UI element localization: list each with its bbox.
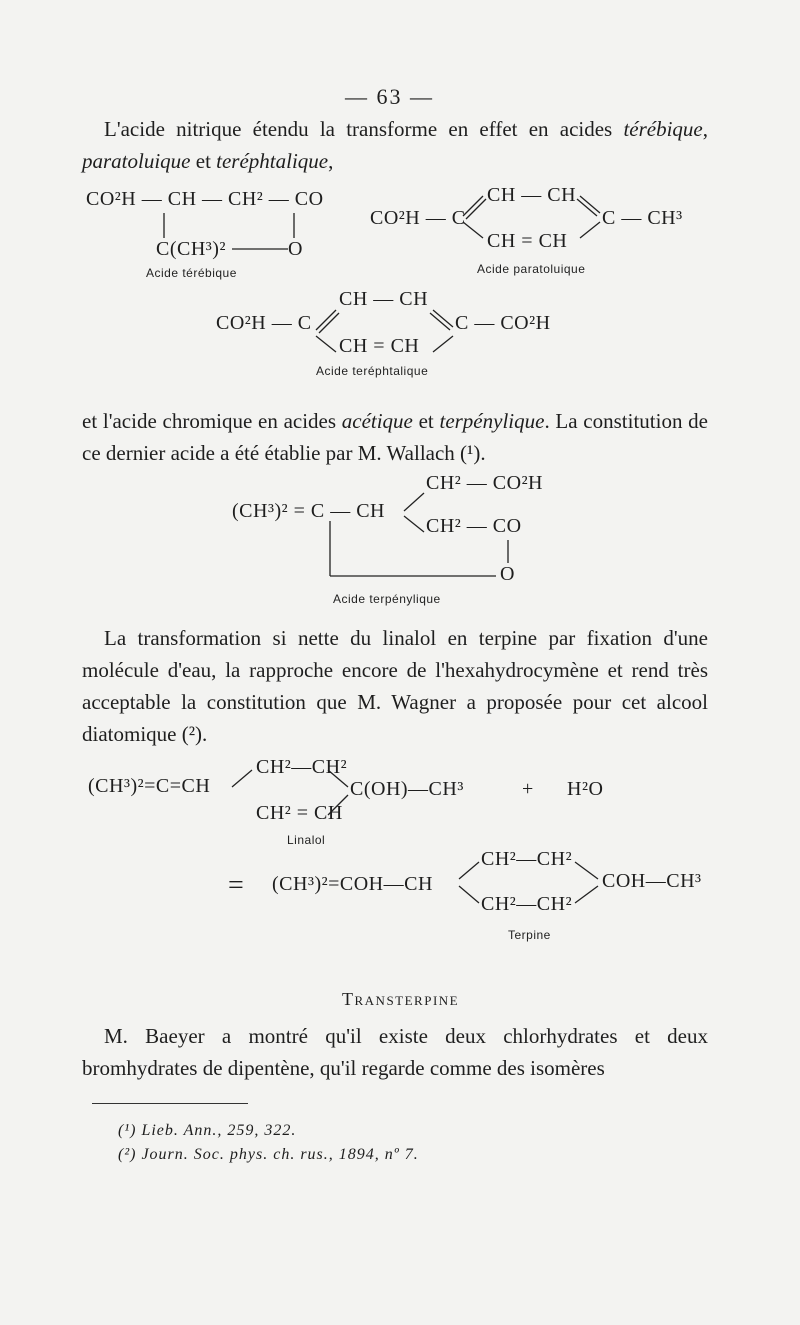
paragraph-baeyer: M. Baeyer a montré qu'il existe deux chlorhydrates et deux bromhydrates de dipentène, qu'il regarde comme des isomères xyxy=(82,1024,708,1080)
linalol-right: C(OH)—CH³ xyxy=(350,778,464,800)
linalol-water: H²O xyxy=(567,778,604,800)
linalol-bottom: CH² = CH xyxy=(256,802,343,824)
term-terebique: térébique xyxy=(623,117,703,141)
terpenylique-left: (CH³)² = C — CH xyxy=(232,500,385,522)
caption-paratoluique: Acide paratoluique xyxy=(477,262,586,276)
terpine-top: CH²—CH² xyxy=(481,848,573,870)
para2-text-1: et l'acide chromique en acides xyxy=(82,409,342,433)
paragraph-linalol: La transformation si nette du linalol en terpine par fixation d'une molécule d'eau, la rapproche encore de l'hexahydrocymène et rend très acceptable la constitution que M. Wagner a proposée pour cet alcool diatomique (²). xyxy=(82,626,708,746)
para1-text-1: L'acide nitrique étendu la transforme en effet en acides xyxy=(104,117,624,141)
footnote-1: (¹) Lieb. Ann., 259, 322. xyxy=(118,1122,297,1139)
terephtalique-left: CO²H — C xyxy=(216,312,312,334)
term-acetique: acétique xyxy=(341,409,413,433)
terpenylique-mid: CH² — CO xyxy=(426,515,522,537)
para1-text-3: et xyxy=(190,149,217,173)
terpine-left: (CH³)²=COH—CH xyxy=(272,873,433,895)
terpenylique-top: CH² — CO²H xyxy=(426,472,544,494)
linalol-left: (CH³)²=C=CH xyxy=(88,775,211,797)
terpine-equals: = xyxy=(228,870,245,901)
terpine-bottom: CH²—CH² xyxy=(481,893,573,915)
paratoluique-top: CH — CH xyxy=(487,184,577,206)
para1-text-4: , xyxy=(328,149,334,173)
term-paratoluique: paratoluique xyxy=(82,149,191,173)
para2-text-2: et xyxy=(412,409,440,433)
footnote-2: (²) Journ. Soc. phys. ch. rus., 1894, nº 7. xyxy=(118,1146,419,1163)
paragraph-chromic-acid xyxy=(82,405,708,469)
para1-text-2: , xyxy=(702,117,708,141)
paratoluique-bottom: CH = CH xyxy=(487,230,568,252)
linalol-top: CH²—CH² xyxy=(256,756,348,778)
footnote-divider xyxy=(92,1103,248,1104)
term-terpenylique: terpénylique xyxy=(439,409,545,433)
terpenylique-bottom: O xyxy=(500,563,515,585)
caption-terpine: Terpine xyxy=(508,928,551,942)
terebique-bottom-left: C(CH³)² xyxy=(156,238,226,260)
paratoluique-left: CO²H — C xyxy=(370,207,466,229)
terephtalique-right: C — CO²H xyxy=(455,312,551,334)
caption-terephtalique: Acide teréphtalique xyxy=(316,364,429,378)
terpine-right: COH—CH³ xyxy=(602,870,702,892)
page-number: — 63 — xyxy=(345,84,434,109)
linalol-plus: + xyxy=(522,778,534,800)
terebique-bottom-right: O xyxy=(288,238,303,260)
section-title: Transterpine xyxy=(342,989,460,1009)
term-terephtalique: teréphtalique xyxy=(216,149,329,173)
terebique-top-chain: CO²H — CH — CH² — CO xyxy=(86,188,324,210)
terephtalique-bottom: CH = CH xyxy=(339,335,420,357)
paratoluique-right: C — CH³ xyxy=(602,207,683,229)
caption-terebique: Acide térébique xyxy=(146,266,237,280)
terephtalique-top: CH — CH xyxy=(339,288,429,310)
caption-terpenylique: Acide terpénylique xyxy=(333,592,441,606)
caption-linalol: Linalol xyxy=(287,833,326,847)
para2-text-3: . La constitution de ce dernier acide a été établie par M. Wallach (¹). xyxy=(82,409,708,465)
